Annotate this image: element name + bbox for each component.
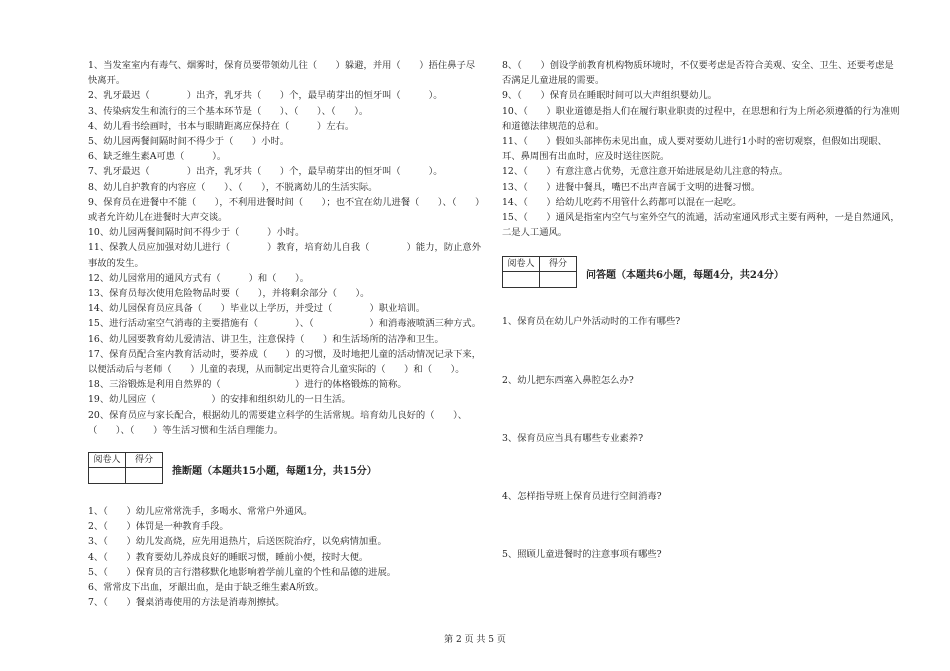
essay-item-2: 2、幼儿把东西塞入鼻腔怎么办? — [502, 374, 634, 386]
judge-item-11: 11、（ ）假如头部摔伤未见出血，成人要对要幼儿进行1小时的密切观察，但假如出现眼、耳、鼻周围有出血时，应及时送往医院。 — [502, 136, 887, 163]
fill-blank-list — [88, 58, 483, 438]
judge-item-10: 10、（ ）职业道德是指人们在履行职业职责的过程中，在思想和行为上所必须遵循的行为准则和道德法律规范的总和。 — [502, 105, 900, 132]
fill-item-9: 9、保育员在进餐中不能（ ），不利用进餐时间（ ）；也不宜在幼儿进餐（ ）、（ ）或者允许幼儿在进餐时大声交谈。 — [88, 196, 480, 224]
score-label: 得分 — [126, 453, 163, 468]
fill-item-13: 13、保育员每次使用危险物品时要（ ），并将剩余部分（ ）。 — [88, 288, 370, 300]
fill-item-17: 17、保育员配合室内教育活动时，要养成（ ）的习惯，及时地把儿童的活动情况记录下来，以便活动后与老师（ ）儿童的表现，从而制定出更符合儿童实际的（ ）和（ ）。 — [88, 348, 482, 376]
fill-item-20: 20、保育员应与家长配合，根据幼儿的需要建立科学的生活常规。培育幼儿良好的（ ）、（ ）、（ ）等生活习惯和生活自理能力。 — [88, 409, 468, 436]
judge-item-9: 9、（ ）保育员在睡眠时间可以大声组织婴幼儿。 — [502, 90, 718, 102]
judge-list-right — [502, 58, 900, 240]
page-footer: 第 2 页 共 5 页 — [444, 635, 506, 645]
judge-item-13: 13、（ ）进餐中餐具，嘴巴不出声音属于文明的进餐习惯。 — [502, 181, 761, 193]
essay-list — [502, 314, 900, 562]
judge-item-6: 6、常常皮下出血，牙龈出血，是由于缺乏维生素A所致。 — [88, 582, 324, 594]
score-box — [88, 452, 163, 484]
judge-item-5: 5、（ ）保育员的言行潜移默化地影响着学前儿童的个性和品德的进展。 — [88, 566, 397, 578]
essay-item-5: 5、照顾儿童进餐时的注意事项有哪些? — [502, 549, 662, 561]
judge-item-8: 8、（ ）创设学前教育机构物质环境时，不仅要考虑是否符合美观、安全、卫生、还要考虑是否满足儿童进展的需要。 — [502, 60, 894, 87]
fill-item-12: 12、幼儿园常用的通风方式有（ ）和（ ）。 — [88, 272, 310, 284]
essay-item-3: 3、保育员应当具有哪些专业素养? — [502, 432, 644, 444]
essay-section-header — [502, 256, 900, 294]
fill-item-19: 19、幼儿园应（ ）的安排和组织幼儿的一日生活。 — [88, 394, 351, 406]
essay-item-4: 4、怎样指导班上保育员进行空间消毒? — [502, 491, 662, 503]
grader-cell — [89, 468, 126, 484]
fill-item-10: 10、幼儿园两餐间隔时间不得少于（ ）小时。 — [88, 227, 305, 239]
judge-section-title: 推断题（本题共15小题，每题1分，共15分） — [172, 466, 377, 478]
grader-label: 阅卷人 — [503, 257, 540, 272]
grader-cell — [503, 272, 540, 288]
fill-item-1: 1、当发室室内有毒气、烟雾时，保育员要带领幼儿往（ ）躲避，并用（ ）捂住鼻子尽快离开。 — [88, 60, 476, 87]
judge-item-1: 1、（ ）幼儿应常常洗手，多喝水、常常户外通风。 — [88, 506, 313, 518]
score-label: 得分 — [540, 257, 577, 272]
judge-item-3: 3、（ ）幼儿发高烧，应先用退热片，后送医院治疗，以免病情加重。 — [88, 536, 387, 548]
judge-list-left — [88, 504, 483, 610]
judge-item-15: 15、（ ）通风是指室内空气与室外空气的流通，活动室通风形式主要有两种，一是自然通风，二是人工通风。 — [502, 212, 900, 239]
fill-item-16: 16、幼儿园要教育幼儿爱清洁、讲卫生，注意保持（ ）和生活场所的洁净和卫生。 — [88, 333, 444, 345]
essay-item-1: 1、保育员在幼儿户外活动时的工作有哪些? — [502, 316, 681, 328]
fill-item-8: 8、幼儿自护教育的内容应（ ）、（ ），不脱离幼儿的生活实际。 — [88, 181, 378, 193]
right-column — [502, 58, 900, 562]
score-box — [502, 256, 577, 288]
fill-item-3: 3、传染病发生和流行的三个基本环节是（ ）、（ ）、（ ）。 — [88, 105, 369, 117]
judge-item-7: 7、（ ）餐桌消毒使用的方法是消毒剂擦拭。 — [88, 597, 285, 609]
fill-item-14: 14、幼儿园保育员应具备（ ）毕业以上学历，并受过（ ）职业培训。 — [88, 303, 426, 315]
fill-item-6: 6、缺乏维生素A可患（ ）。 — [88, 151, 227, 163]
score-cell — [540, 272, 577, 288]
score-cell — [126, 468, 163, 484]
fill-item-5: 5、幼儿园两餐间隔时间不得少于（ ）小时。 — [88, 136, 290, 148]
fill-item-4: 4、幼儿看书绘画时，书本与眼睛距离应保持在（ ）左右。 — [88, 120, 355, 132]
essay-section-title: 问答题（本题共6小题，每题4分，共24分） — [586, 270, 784, 282]
judge-item-4: 4、（ ）教育要幼儿养成良好的睡眠习惯，睡前小便，按时大便。 — [88, 551, 369, 563]
grader-label: 阅卷人 — [89, 453, 126, 468]
judge-section-header — [88, 452, 483, 490]
fill-item-11: 11、保教人员应加强对幼儿进行（ ）教育，培育幼儿自我（ ）能力，防止意外事故的发生。 — [88, 242, 482, 269]
left-column — [88, 58, 483, 611]
judge-item-14: 14、（ ）给幼儿吃药不用管什么药都可以混在一起吃。 — [502, 196, 742, 208]
fill-item-7: 7、乳牙最迟（ ）出齐，乳牙共（ ）个，最早萌芽出的恒牙叫（ ）。 — [88, 166, 443, 178]
judge-item-2: 2、（ ）体罚是一种教育手段。 — [88, 521, 229, 533]
judge-item-12: 12、（ ）有意注意占优势，无意注意开始进展是幼儿注意的特点。 — [502, 166, 789, 178]
fill-item-15: 15、进行活动室空气消毒的主要措施有（ ）、（ ）和消毒液喷洒三种方式。 — [88, 318, 481, 330]
fill-item-18: 18、三浴锻炼是利用自然界的（ ）进行的体格锻炼的简称。 — [88, 379, 407, 391]
fill-item-2: 2、乳牙最迟（ ）出齐，乳牙共（ ）个，最早萌芽出的恒牙叫（ ）。 — [88, 90, 443, 102]
